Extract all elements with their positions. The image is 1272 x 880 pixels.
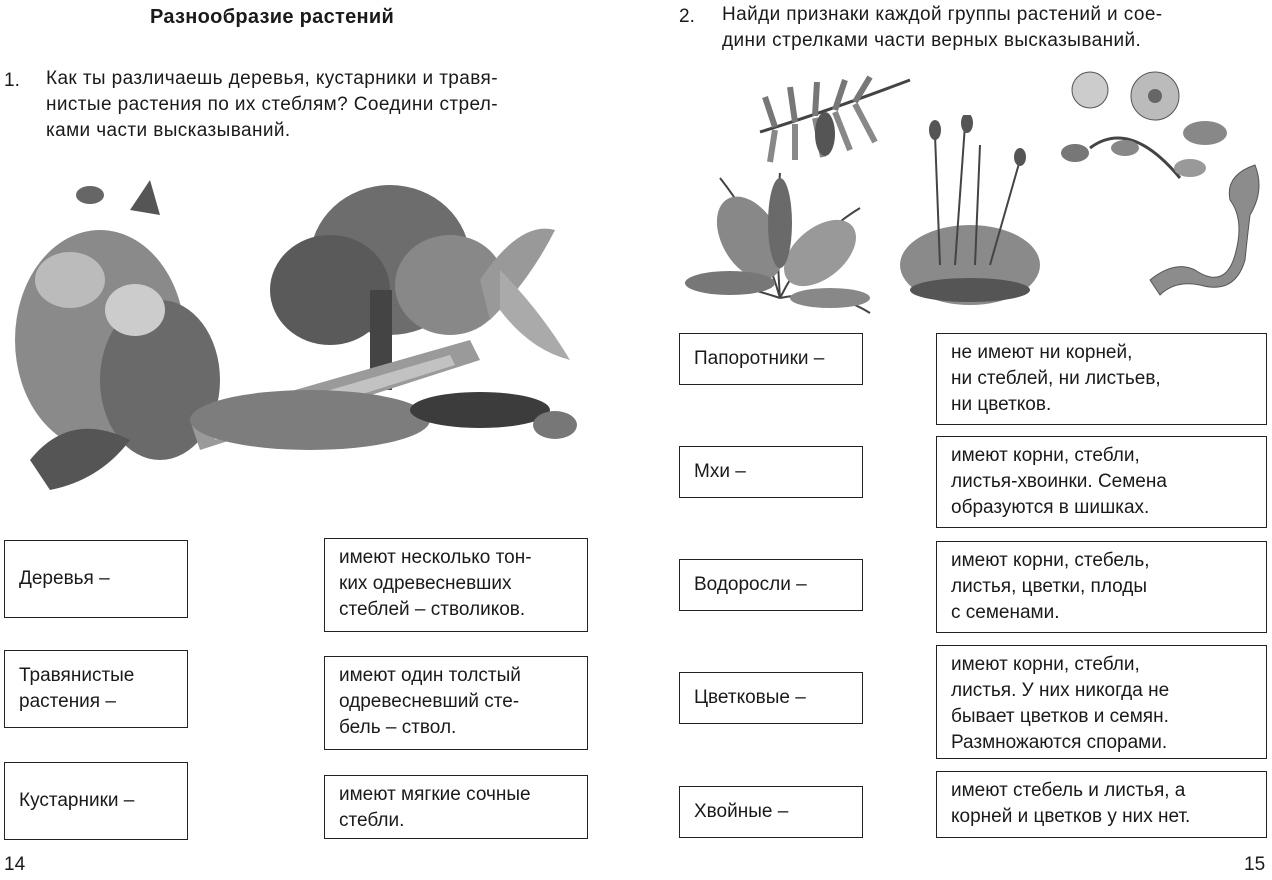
definition-box[interactable] [936, 436, 1267, 528]
term-box-conifers[interactable] [679, 786, 863, 838]
question-2-line: Найди признаки каждой группы растений и сое- [722, 4, 1163, 25]
definition-line: образуются в шишках. [951, 497, 1150, 518]
definition-line: имеют один толстый [339, 665, 521, 686]
definition-line: имеют несколько тон- [339, 547, 532, 568]
term-label: Деревья – [19, 568, 110, 589]
term-box-trees[interactable] [4, 540, 188, 618]
term-box-shrubs[interactable] [4, 762, 188, 840]
term-label: Хвойные – [694, 801, 789, 822]
question-2-text [722, 2, 1267, 54]
term-label: Водоросли – [694, 574, 807, 595]
definition-line: имеют стебель и листья, а [951, 780, 1186, 801]
term-label: растения – [19, 691, 116, 712]
definition-line: бель – ствол. [339, 717, 457, 738]
definition-line: имеют мягкие сочные [339, 784, 531, 805]
term-label: Травянистые [19, 665, 135, 686]
forest-scene-illustration [10, 160, 595, 500]
definition-line: листья. У них никогда не [951, 680, 1170, 701]
question-2-line: дини стрелками части верных высказываний. [722, 30, 1142, 51]
definition-box[interactable] [936, 333, 1267, 425]
term-label: Цветковые – [694, 687, 806, 708]
term-label: Папоротники – [694, 348, 825, 369]
definition-line: корней и цветков у них нет. [951, 806, 1191, 827]
term-box-herbs[interactable] [4, 650, 188, 728]
definition-line: листья-хвоинки. Семена [951, 471, 1167, 492]
term-box-mosses[interactable] [679, 446, 863, 498]
definition-box[interactable] [324, 775, 588, 839]
seaweed-illustration [1135, 160, 1270, 300]
definition-line: имеют корни, стебель, [951, 550, 1150, 571]
definition-line: с семенами. [951, 602, 1060, 623]
definition-line: бывает цветков и семян. [951, 706, 1169, 727]
question-1-line: нистые растения по их стеблям? Соедини стрел- [46, 94, 498, 115]
page-number-right: 15 [1244, 854, 1266, 875]
definition-box[interactable] [324, 656, 588, 750]
question-1-text [46, 66, 588, 144]
term-label: Мхи – [694, 461, 746, 482]
forest-scene-shapes [15, 180, 577, 490]
definition-line: листья, цветки, плоды [951, 576, 1148, 597]
question-2-number: 2. [679, 6, 695, 27]
question-1-line: Как ты различаешь деревья, кустарники и травя- [46, 68, 498, 89]
definition-line: одревесневший сте- [339, 691, 520, 712]
moss-illustration [890, 115, 1050, 310]
definition-line: ни стеблей, ни листьев, [951, 368, 1161, 389]
term-label: Кустарники – [19, 790, 135, 811]
term-box-algae[interactable] [679, 559, 863, 611]
definition-line: ни цветков. [951, 394, 1052, 415]
term-box-flowering[interactable] [679, 672, 863, 724]
definition-box[interactable] [936, 645, 1267, 759]
definition-line: имеют корни, стебли, [951, 445, 1140, 466]
term-box-ferns[interactable] [679, 333, 863, 385]
definition-line: стебли. [339, 810, 405, 831]
definition-line: Размножаются спорами. [951, 732, 1168, 753]
definition-line: не имеют ни корней, [951, 342, 1133, 363]
page-number-left: 14 [4, 854, 26, 875]
fern-illustration [680, 168, 875, 318]
question-1-number: 1. [4, 70, 20, 91]
definition-box[interactable] [936, 541, 1267, 633]
definition-line: имеют корни, стебли, [951, 654, 1140, 675]
page-title: Разнообразие растений [150, 6, 395, 28]
definition-line: ких одревесневших [339, 573, 512, 594]
question-1-line: ками части высказываний. [46, 120, 291, 141]
definition-box[interactable] [936, 771, 1267, 838]
definition-box[interactable] [324, 538, 588, 632]
definition-line: стеблей – стволиков. [339, 599, 526, 620]
